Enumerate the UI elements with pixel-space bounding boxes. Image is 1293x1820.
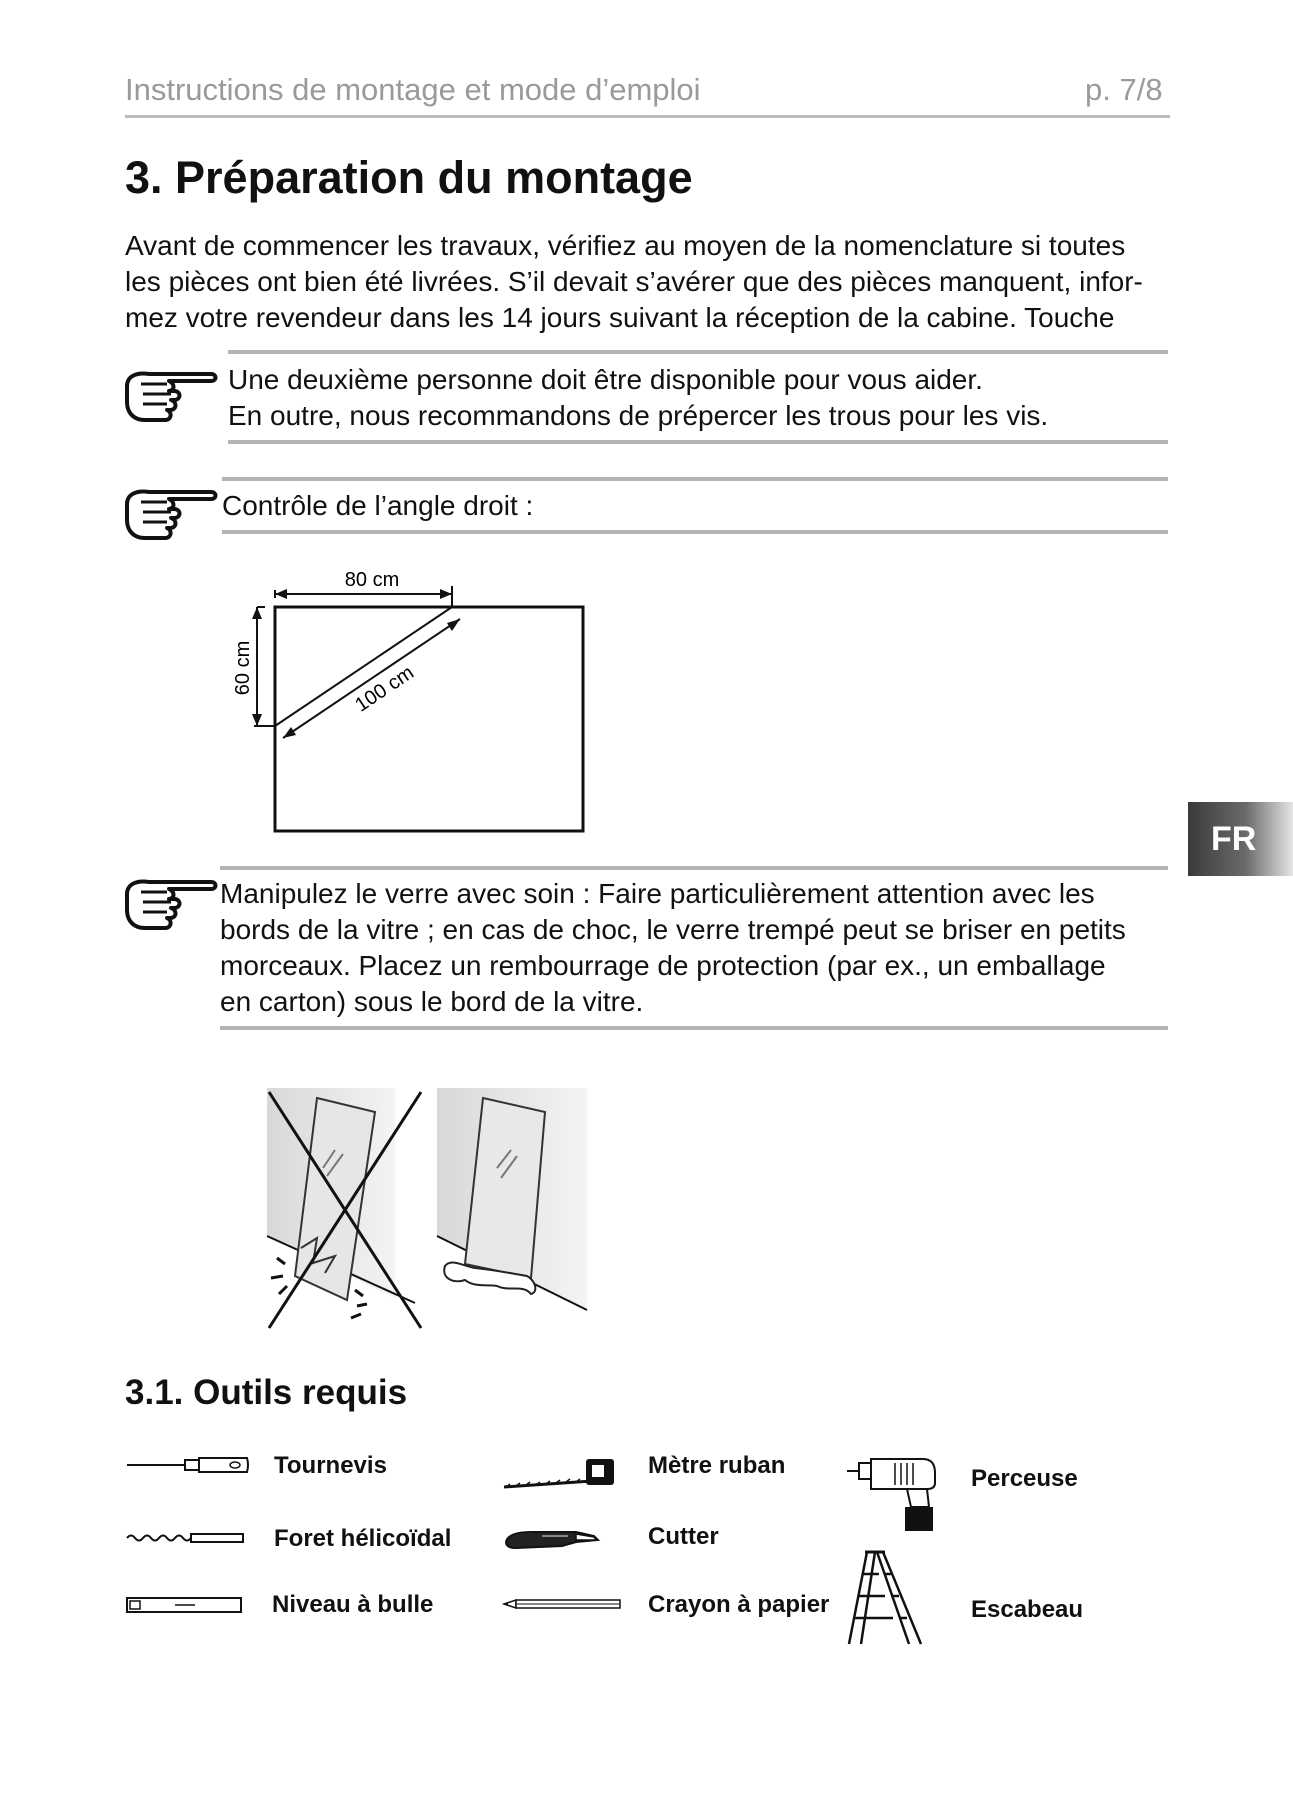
- cutter-icon: [502, 1526, 602, 1552]
- note-line: Manipulez le verre avec soin : Faire particulièrement attention avec les: [220, 878, 1095, 909]
- step-ladder-icon: [845, 1548, 925, 1648]
- intro-paragraph: [125, 228, 1170, 336]
- diagonal-dimension-line: [283, 619, 460, 738]
- tool-label: Foret hélicoïdal: [274, 1525, 452, 1552]
- tool-label: Cutter: [648, 1523, 719, 1550]
- correct-glass-placement-illustration: [435, 1088, 590, 1333]
- pencil-icon: [502, 1597, 622, 1611]
- note-divider: [222, 477, 1168, 481]
- note-divider: [228, 440, 1168, 444]
- tape-measure-icon: [502, 1455, 617, 1491]
- note-divider: [228, 350, 1168, 354]
- note-line: Une deuxième personne doit être disponible pour vous aider.: [228, 364, 983, 395]
- spirit-level-icon: [125, 1596, 243, 1614]
- note-divider: [220, 866, 1168, 870]
- intro-line: les pièces ont bien été livrées. S’il devait s’avérer que des pièces manquent, infor-: [125, 266, 1143, 297]
- screwdriver-icon: [125, 1453, 250, 1477]
- tool-label: Crayon à papier: [648, 1591, 830, 1618]
- tools-heading: 3.1. Outils requis: [125, 1373, 408, 1412]
- section-heading: 3. Préparation du montage: [125, 152, 693, 203]
- header-divider: [125, 115, 1170, 118]
- tool-label: Niveau à bulle: [272, 1591, 434, 1618]
- note-glass-handling: [220, 876, 1126, 1020]
- page-number: p. 7/8: [1085, 72, 1163, 107]
- pointing-hand-icon: [123, 482, 218, 542]
- intro-line: mez votre revendeur dans les 14 jours suivant la réception de la cabine. Touche: [125, 302, 1115, 333]
- drill-bit-icon: [125, 1530, 245, 1546]
- note-assistance: [228, 362, 1048, 434]
- note-line: morceaux. Placez un rembourrage de protection (par ex., un emballage: [220, 950, 1106, 981]
- language-tab: FR: [1188, 802, 1293, 876]
- note-line: Contrôle de l’angle droit :: [222, 490, 534, 521]
- note-divider: [220, 1026, 1168, 1030]
- document-title: Instructions de montage et mode d’emploi: [125, 72, 701, 107]
- intro-line: Avant de commencer les travaux, vérifiez au moyen de la nomenclature si toutes: [125, 230, 1126, 261]
- tool-label: Perceuse: [971, 1465, 1078, 1492]
- width-label: 80 cm: [344, 569, 400, 591]
- diagonal-label: 100 cm: [351, 661, 418, 717]
- tool-label: Mètre ruban: [648, 1452, 786, 1479]
- note-line: bords de la vitre ; en cas de choc, le verre trempé peut se briser en petits: [220, 914, 1126, 945]
- incorrect-glass-placement-illustration: [265, 1088, 425, 1333]
- height-label: 60 cm: [232, 640, 254, 696]
- tool-label: Escabeau: [971, 1596, 1084, 1623]
- note-divider: [222, 530, 1168, 534]
- pointing-hand-icon: [123, 364, 218, 424]
- note-line: en carton) sous le bord de la vitre.: [220, 986, 644, 1017]
- right-angle-diagram: [230, 560, 600, 835]
- note-right-angle: [222, 488, 533, 524]
- note-line: En outre, nous recommandons de prépercer les trous pour les vis.: [228, 400, 1049, 431]
- power-drill-icon: [845, 1453, 945, 1535]
- pointing-hand-icon: [123, 872, 218, 932]
- tool-label: Tournevis: [274, 1452, 387, 1479]
